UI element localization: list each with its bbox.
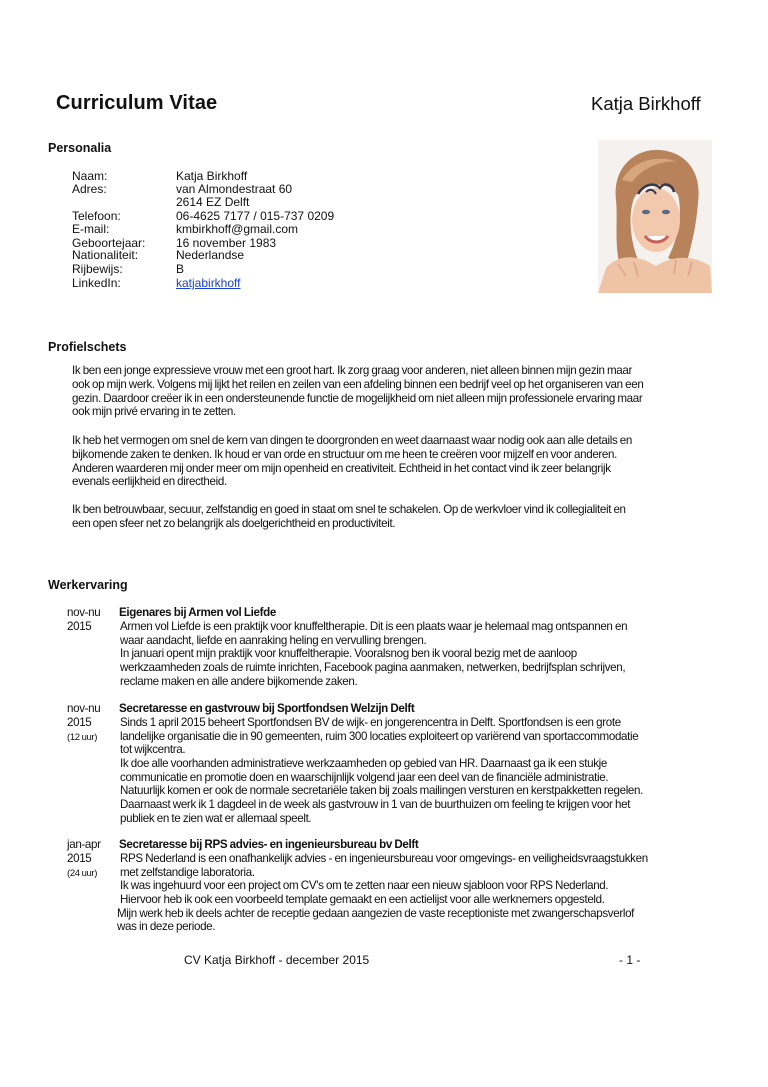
job-line: werkzaamheden zoals de ruimte inrichten, Facebook pagina aanmaken, netwerken, bedrijfsplan schrijven, [120,661,626,674]
job-line: Hiervoor heb ik ook een voorbeeld template gemaakt en een actielijst voor alle werknemers opgesteld. [120,893,605,906]
personalia-label: Rijbewijs: [72,262,123,276]
page-number: - 1 - [619,953,641,967]
profiel-line: ook mijn privé ervaring in te zetten. [72,405,236,419]
job-period-start: nov-nu [67,702,101,715]
personalia-label: LinkedIn: [72,276,121,290]
profiel-line: bijkomende zaken te denken. Ik houd er van orde en structuur om me heen te creëren voor mijzelf en voor anderen. [72,447,617,461]
personalia-value: 16 november 1983 [176,236,277,250]
job-line: In januari opent mijn praktijk voor knuffeltherapie. Vooralsnog ben ik vooral bezig met de aanloop [120,647,577,660]
personalia-value: van Almondestraat 60 [176,182,293,196]
job-line: Mijn werk heb ik deels achter de receptie gedaan aangezien de vaste receptioniste met zwangerschapsverlof [117,907,635,920]
personalia-label: Geboortejaar: [72,236,146,250]
job-line: waar aandacht, liefde en aanraking heling en vervulling brengen. [120,634,427,647]
profiel-line: gezin. Daardoor creëer ik in een ondersteunende functie de mogelijkheid om niet alleen mijn professionele ervaring maar [72,391,643,405]
job-period-year: 2015 [67,716,92,729]
job-period-start: jan-apr [67,838,101,851]
personalia-value: Katja Birkhoff [176,169,248,183]
profiel-line: Anderen waarderen mij onder meer om mijn openheid en creativiteit. Echtheid in het contact vind ik zeer belangrijk [72,461,611,475]
job-line: was in deze periode. [117,920,216,933]
profiel-line: een open sfeer net zo belangrijk als doelgerichtheid en productiviteit. [72,516,396,530]
job-line: Natuurlijk komen er ook de normale secretariële taken bij zoals mailingen versturen en kerstpakketten regelen. [120,784,643,797]
personalia-value: 2614 EZ Delft [176,195,250,209]
profiel-line: Ik ben een jonge expressieve vrouw met een groot hart. Ik zorg graag voor anderen, niet alleen binnen mijn gezin maar [72,364,633,377]
personalia-value: kmbirkhoff@gmail.com [176,222,298,236]
job-hours: (24 uur) [67,868,98,879]
job-line: tot wijkcentra. [120,743,186,756]
personalia-label: E-mail: [72,222,110,236]
profile-photo [598,140,712,293]
job-line: Armen vol Liefde is een praktijk voor knuffeltherapie. Dit is een plaats waar je helemaal mag ontspannen en [120,620,628,633]
footer-text: CV Katja Birkhoff - december 2015 [184,953,370,967]
profiel-heading: Profielschets [48,340,127,354]
personalia-label: Adres: [72,182,107,196]
personalia-value: Nederlandse [176,248,245,262]
job-line: reclame maken en alle andere bijkomende zaken. [120,675,358,688]
job-period-year: 2015 [67,852,92,865]
job-line: Ik doe alle voorhanden administratieve werkzaamheden op gebied van HR. Daarnaast ga ik een stukje [120,757,607,770]
job-line: Sinds 1 april 2015 beheert Sportfondsen BV de wijk- en jongerencentra in Delft. Sportfondsen is een grote [120,716,621,729]
profiel-line: evenals eerlijkheid en directheid. [72,475,227,489]
personalia-value: B [176,262,185,276]
personalia-label: Naam: [72,169,108,183]
job-line: RPS Nederland is een onafhankelijk advies - en ingenieursbureau voor omgevings- en veiligheidsvraagstukken [120,852,648,865]
job-title: Secretaresse en gastvrouw bij Sportfondsen Welzijn Delft [119,702,415,715]
job-line: Daarnaast werk ik 1 dagdeel in de week als gastvrouw in 1 van de buurthuizen om feeling te krijgen voor het [120,798,631,811]
document-title: Curriculum Vitae [56,92,218,114]
header-name: Katja Birkhoff [591,93,701,114]
job-line: communicatie en promotie doen en waarschijnlijk volgend jaar een deel van de financiële administratie. [120,771,609,784]
profiel-paragraph [72,434,684,489]
job-title: Secretaresse bij RPS advies- en ingenieursbureau bv Delft [119,838,419,851]
profiel-line: Ik heb het vermogen om snel de kern van dingen te doorgronden en weet daarnaast waar nodig ook aan alle details en [72,434,632,447]
job-title: Eigenares bij Armen vol Liefde [119,606,276,619]
job-hours: (12 uur) [67,732,98,743]
job-line: landelijke organisatie die in 90 gemeenten, ruim 300 locaties exploiteert op variërend van sportaccommodatie [120,730,639,743]
job-period-start: nov-nu [67,606,101,619]
job-line: met zelfstandige laboratoria. [120,866,255,879]
werk-heading: Werkervaring [48,578,128,592]
job-line: Ik was ingehuurd voor een project om CV's om te zetten naar een nieuw sjabloon voor RPS Nederland. [120,879,609,892]
personalia-label: Nationaliteit: [72,248,139,262]
personalia-heading: Personalia [48,141,112,155]
profiel-paragraph [72,364,684,419]
profiel-line: ook op mijn werk. Volgens mij lijkt het reilen en zeilen van een afdeling binnen een bedrijf veel op het organiseren van een [72,377,644,391]
linkedin-link[interactable]: katjabirkhoff [176,276,241,290]
personalia-value: 06-4625 7177 / 015-737 0209 [176,209,335,223]
profiel-paragraph [72,503,684,531]
job-period-year: 2015 [67,620,92,633]
profiel-line: Ik ben betrouwbaar, secuur, zelfstandig en goed in staat om snel te schakelen. Op de werkvloer vind ik collegialiteit en [72,503,626,516]
job-line: publiek en te zien wat er allemaal speelt. [120,812,312,825]
personalia-label: Telefoon: [72,209,121,223]
